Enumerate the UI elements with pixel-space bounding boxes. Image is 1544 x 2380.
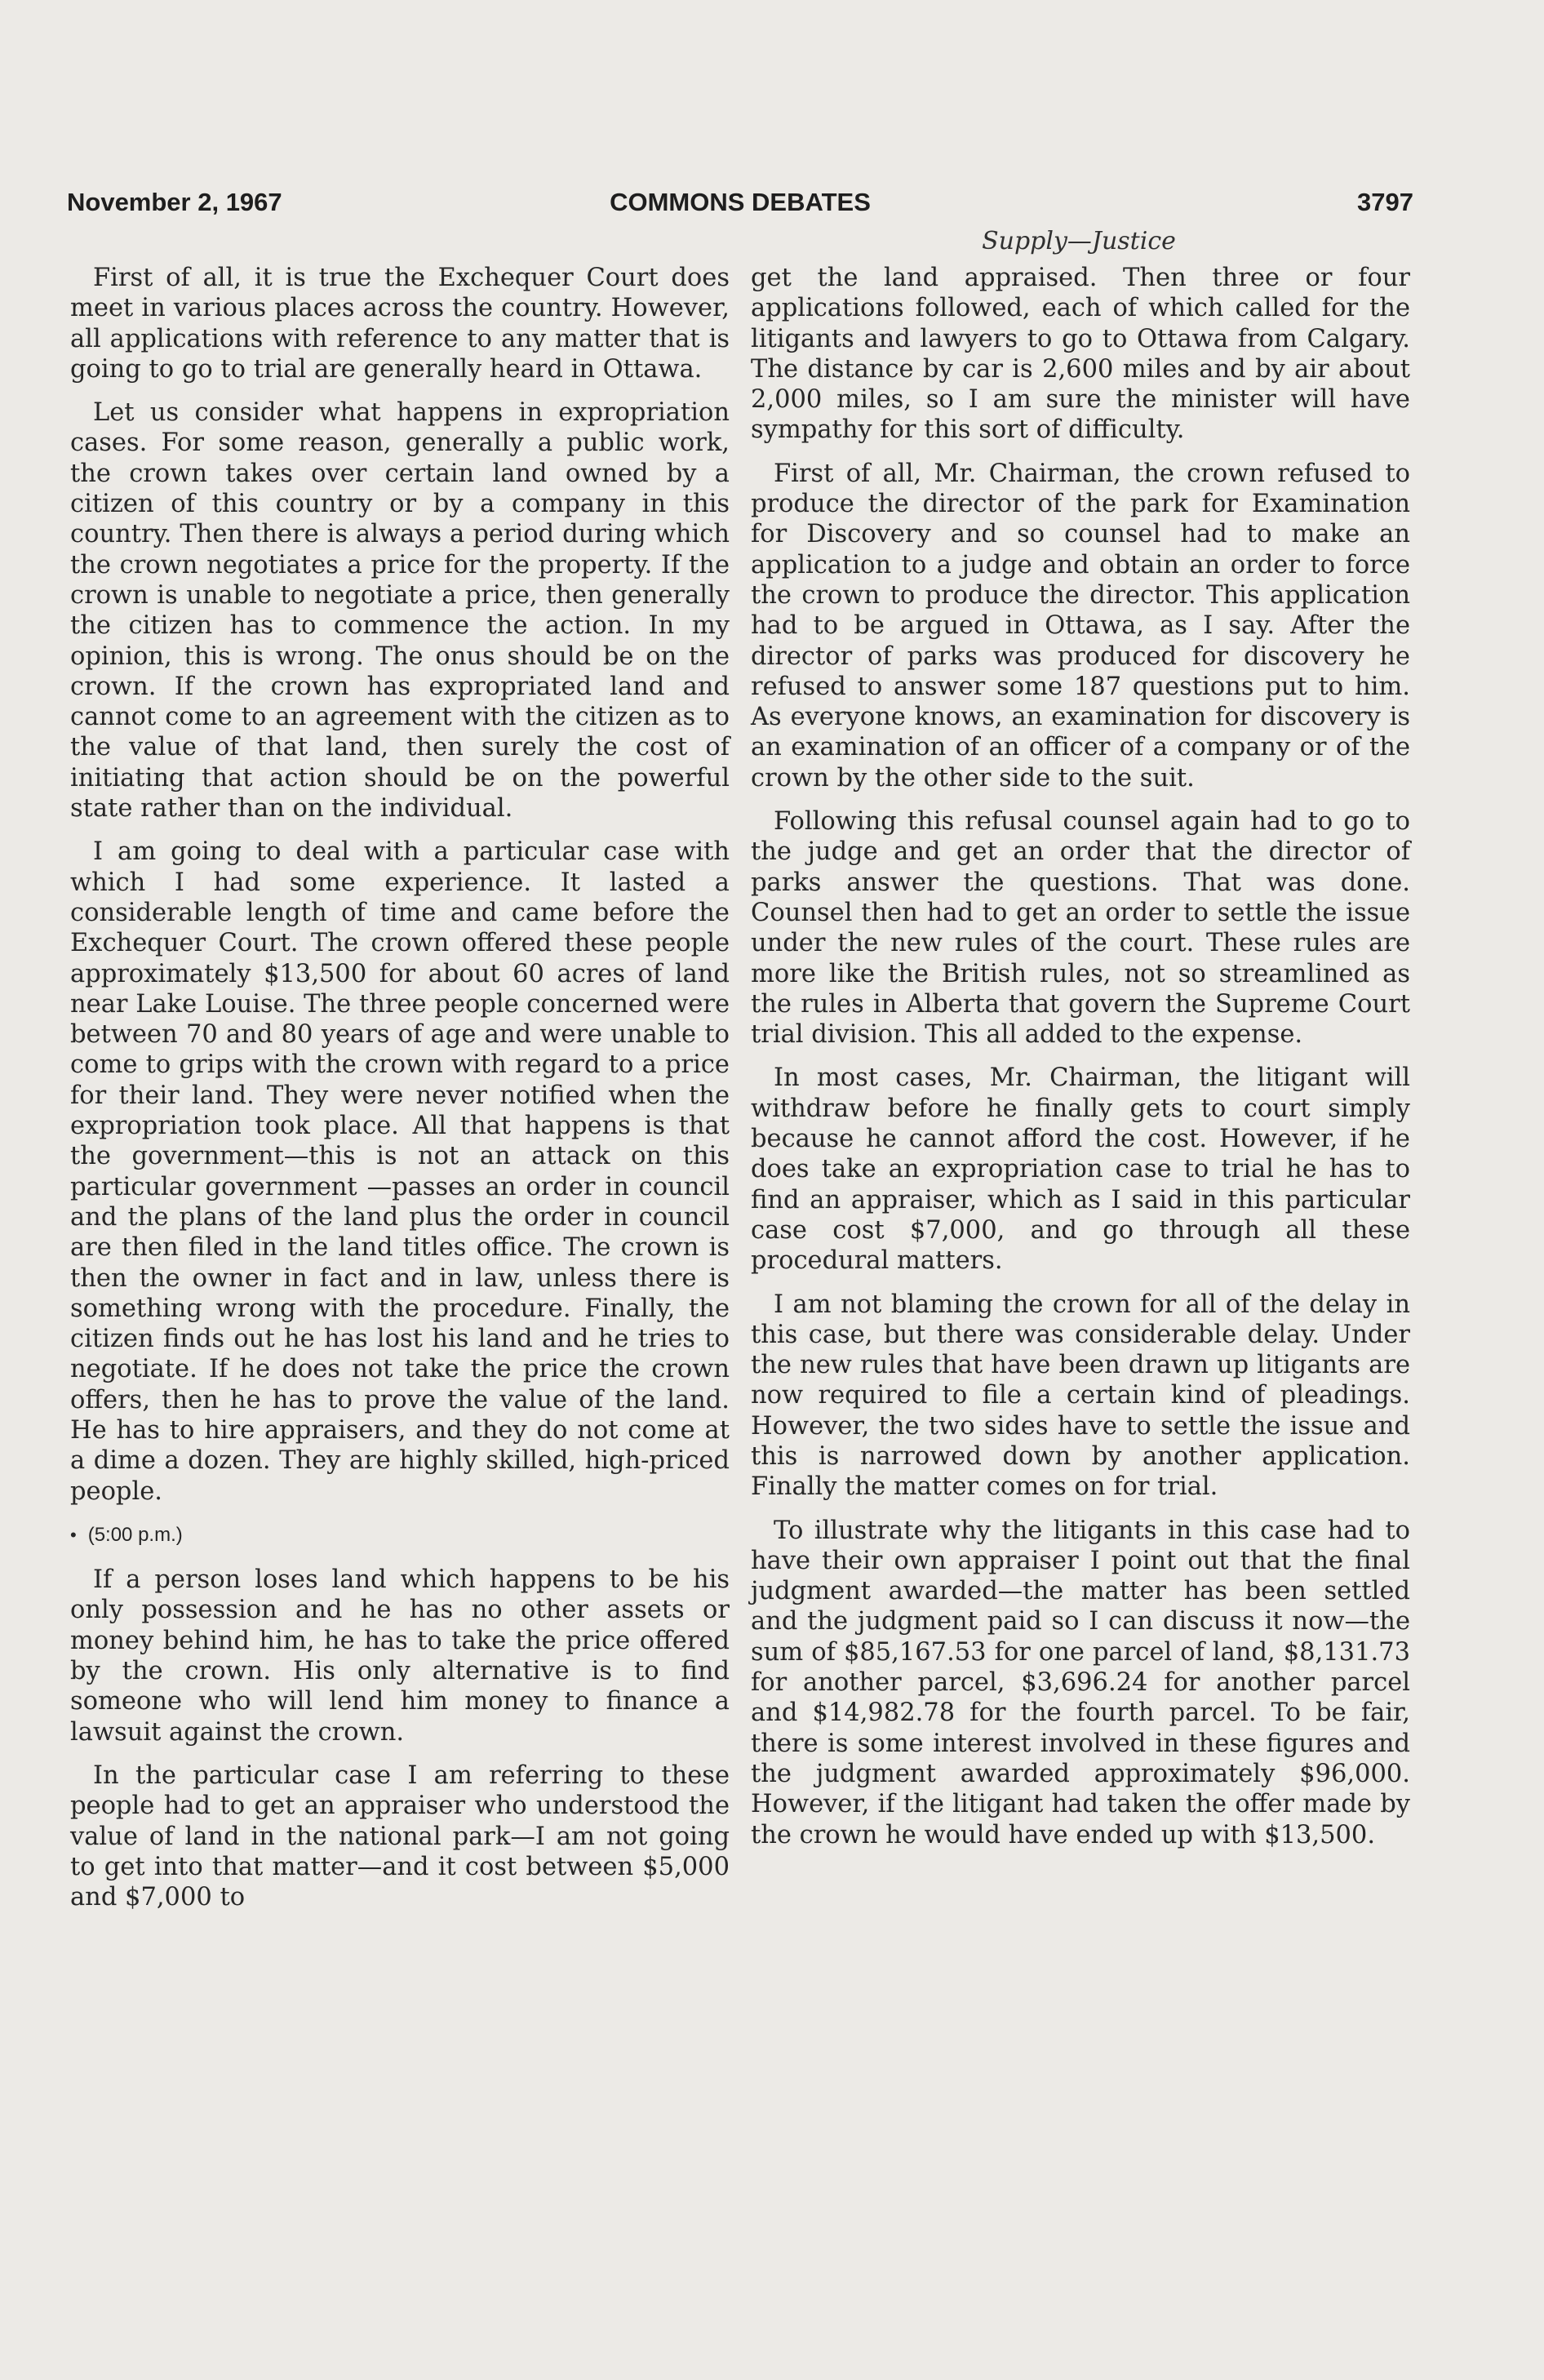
left-paragraph-5: In the particular case I am referring to these people had to get an appraiser who understood the value of land in the national park—I am not going to get into that matter—and it cost between $5,000 and $7,000 to — [70, 1761, 730, 1912]
left-paragraph-4: If a person loses land which happens to be his only possession and he has no other assets or money behind him, he has to take the price offered by the crown. His only alternative is to find someone who will lend him money to finance a lawsuit against the crown. — [70, 1565, 730, 1747]
right-paragraph-3: Following this refusal counsel again had to go to the judge and get an order that the director of parks answer the questions. That was done. Counsel then had to get an order to settle the issue under the new rules of the court. These rules are more like the British rules, not so streamlined as the rules in Alberta that govern the Supreme Court trial division. This all added to the expense. — [751, 807, 1410, 1050]
right-paragraph-6: To illustrate why the litigants in this case had to have their own appraiser I point out that the final judgment awarded—the matter has been settled and the judgment paid so I can discuss it now—the sum of $85,167.53 for one parcel of land, $8,131.73 for another parcel, $3,696.24 for another parcel and $14,982.78 for the fourth parcel. To be fair, there is some interest involved in these figures and the judgment awarded approximately $96,000. However, if the litigant had taken the offer made by the crown he would have ended up with $13,500. — [751, 1516, 1410, 1849]
time-marker — [70, 1520, 730, 1550]
bullet-icon: • — [70, 1524, 77, 1545]
header-title: COMMONS DEBATES — [610, 188, 871, 216]
left-paragraph-3: I am going to deal with a particular case with which I had some experience. It lasted a considerable length of time and came before the Exchequer Court. The crown offered these people approximately $13,500 for about 60 acres of land near Lake Louise. The three people concerned were between 70 and 80 years of age and were unable to come to grips with the crown with regard to a price for their land. They were never notified when the expropriation took place. All that happens is that the government—this is not an attack on this particular government —passes an order in council and the plans of the land plus the order in council are then filed in the land titles office. The crown is then the owner in fact and in law, unless there is something wrong with the procedure. Finally, the citizen finds out he has lost his land and he tries to negotiate. If he does not take the price the crown offers, then he has to prove the value of the land. He has to hire appraisers, and they do not come at a dime a dozen. They are highly skilled, high-priced people. — [70, 837, 730, 1506]
right-paragraph-4: In most cases, Mr. Chairman, the litigant will withdraw before he finally gets to court simply because he cannot afford the cost. However, if he does take an expropriation case to trial he has to find an appraiser, which as I said in this particular case cost $7,000, and go through all these procedural matters. — [751, 1063, 1410, 1276]
left-paragraph-1: First of all, it is true the Exchequer Court does meet in various places across the country. However, all applications with reference to any matter that is going to go to trial are generally heard in Ottawa. — [70, 264, 730, 384]
right-paragraph-5: I am not blaming the crown for all of the delay in this case, but there was considerable delay. Under the new rules that have been drawn up litigants are now required to file a certain kind of pleadings. However, the two sides have to settle the issue and this is narrowed down by another application. Finally the matter comes on for trial. — [751, 1290, 1410, 1502]
left-paragraph-2: Let us consider what happens in expropriation cases. For some reason, generally a public work, the crown takes over certain land owned by a citizen of this country or by a company in this country. Then there is always a period during which the crown negotiates a price for the property. If the crown is unable to negotiate a price, then generally the citizen has to commence the action. In my opinion, this is wrong. The onus should be on the crown. If the crown has expropriated land and cannot come to an agreement with the citizen as to the value of that land, then surely the cost of initiating that action should be on the powerful state rather than on the individual. — [70, 398, 730, 824]
running-head: Supply—Justice — [982, 227, 1176, 255]
header-date: November 2, 1967 — [67, 188, 282, 216]
right-paragraph-1: get the land appraised. Then three or four applications followed, each of which called for the litigants and lawyers to go to Ottawa from Calgary. The distance by car is 2,600 miles and by air about 2,000 miles, so I am sure the minister will have sympathy for this sort of difficulty. — [751, 264, 1410, 445]
page-header — [67, 188, 1413, 230]
right-column — [751, 263, 1410, 1863]
left-column — [70, 263, 730, 1925]
right-paragraph-2: First of all, Mr. Chairman, the crown refused to produce the director of the park for Examination for Discovery and so counsel had to make an application to a judge and obtain an order to force the crown to produce the director. This application had to be argued in Ottawa, as I say. After the director of parks was produced for discovery he refused to answer some 187 questions put to him. As everyone knows, an examination for discovery is an examination of an officer of a company or of the crown by the other side to the suit. — [751, 459, 1410, 793]
header-page-number: 3797 — [1357, 188, 1413, 216]
time-marker-text: (5:00 p.m.) — [87, 1523, 183, 1546]
